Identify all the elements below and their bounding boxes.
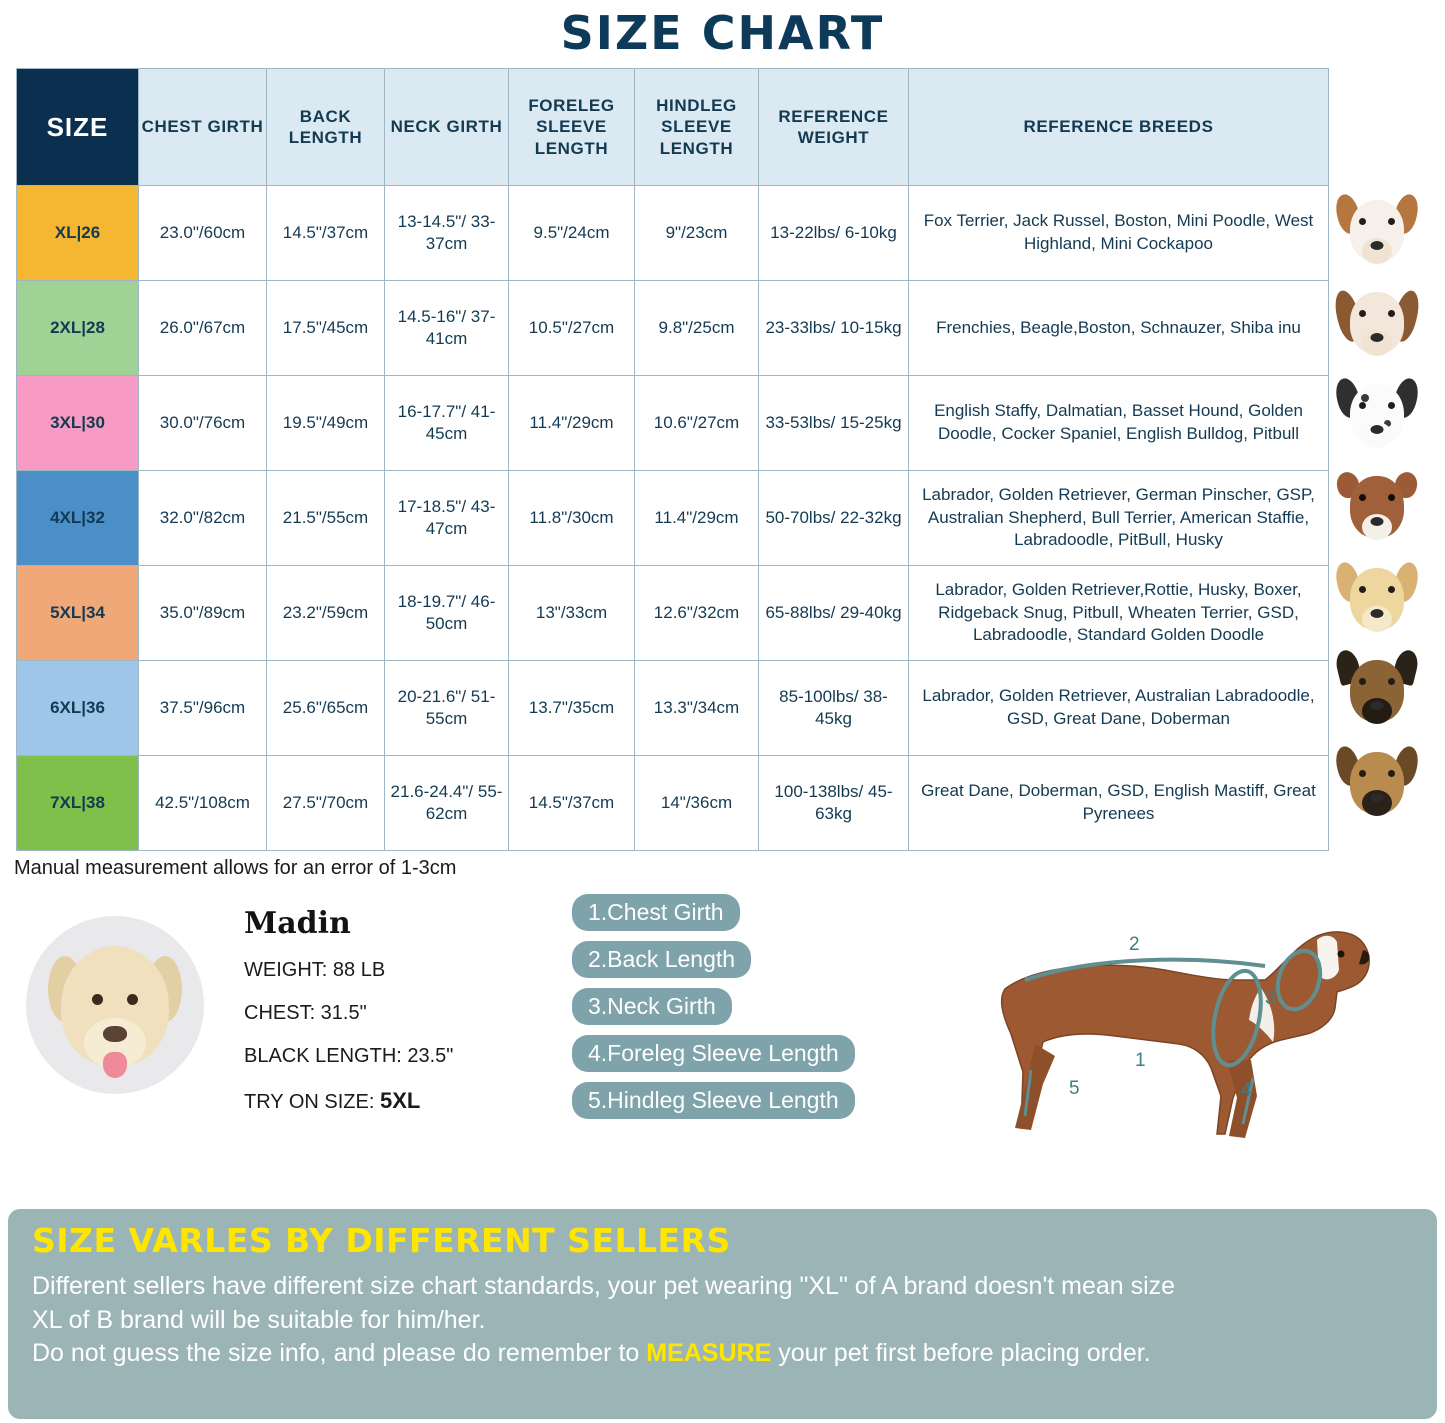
col-header-neck-girth: NECK GIRTH [385, 69, 509, 186]
cell-back: 27.5"/70cm [267, 756, 385, 851]
try-on-size: 5XL [379, 1088, 421, 1113]
cell-chest: 26.0"/67cm [139, 281, 267, 376]
col-header-reference-breeds: REFERENCE BREEDS [909, 69, 1329, 186]
table-row [17, 471, 1329, 566]
table-row [17, 281, 1329, 376]
table-body [17, 186, 1329, 851]
cell-foreleg: 11.8"/30cm [509, 471, 635, 566]
banner-line-1: Different sellers have different size chart standards, your pet wearing "XL" of A brand doesn't mean size [32, 1272, 1176, 1300]
breed-photo-beagle [1319, 278, 1437, 366]
cell-back: 14.5"/37cm [267, 186, 385, 281]
banner-line-3-b: your pet first before placing order. [771, 1339, 1151, 1367]
cell-hindleg: 14"/36cm [635, 756, 759, 851]
cell-chest: 23.0"/60cm [139, 186, 267, 281]
cell-weight: 33-53lbs/ 15-25kg [759, 376, 909, 471]
cell-size: 7XL|38 [17, 756, 139, 851]
size-table [16, 68, 1329, 851]
cell-breeds: Frenchies, Beagle,Boston, Schnauzer, Shiba inu [909, 281, 1329, 376]
pet-chest: CHEST: 31.5" [244, 1002, 367, 1024]
cell-chest: 37.5"/96cm [139, 661, 267, 756]
legend-item-back-length: 2.Back Length [572, 941, 751, 978]
banner-line-3 [32, 1337, 1421, 1371]
cell-neck: 17-18.5"/ 43-47cm [385, 471, 509, 566]
cell-neck: 14.5-16"/ 37-41cm [385, 281, 509, 376]
size-table-section [8, 68, 1437, 851]
cell-weight: 50-70lbs/ 22-32kg [759, 471, 909, 566]
cell-breeds: Labrador, Golden Retriever,Rottie, Husky, Boxer, Ridgeback Snug, Pitbull, Wheaten Terrier, GSD, Labradoodle, Standard Golden Doodle [909, 566, 1329, 661]
cell-back: 23.2"/59cm [267, 566, 385, 661]
table-row [17, 566, 1329, 661]
cell-weight: 100-138lbs/ 45-63kg [759, 756, 909, 851]
banner-title: SIZE VARLES BY DIFFERENT SELLERS [32, 1221, 731, 1260]
pet-try-on [244, 1088, 504, 1114]
cell-hindleg: 12.6"/32cm [635, 566, 759, 661]
table-row [17, 376, 1329, 471]
cell-neck: 16-17.7"/ 41-45cm [385, 376, 509, 471]
col-header-back-length: BACK LENGTH [267, 69, 385, 186]
cell-neck: 13-14.5"/ 33-37cm [385, 186, 509, 281]
cell-neck: 21.6-24.4"/ 55-62cm [385, 756, 509, 851]
pet-avatar [26, 916, 204, 1094]
cell-chest: 42.5"/108cm [139, 756, 267, 851]
col-header-reference-weight: REFERENCE WEIGHT [759, 69, 909, 186]
diagram-marker-5: 5 [1069, 1078, 1080, 1099]
cell-hindleg: 11.4"/29cm [635, 471, 759, 566]
breed-photo-dalmatian [1319, 370, 1437, 458]
banner-measure-highlight: MEASURE [646, 1339, 772, 1367]
diagram-marker-3: 3 [1265, 988, 1276, 1009]
cell-neck: 18-19.7"/ 46-50cm [385, 566, 509, 661]
banner-line-2: XL of B brand will be suitable for him/her. [32, 1305, 486, 1334]
measurement-note: Manual measurement allows for an error of 1-3cm [14, 857, 457, 879]
middle-section [0, 884, 1445, 1184]
dog-diagram-svg [965, 884, 1435, 1184]
page-title: SIZE CHART [560, 6, 885, 60]
cell-foreleg: 13"/33cm [509, 566, 635, 661]
cell-back: 25.6"/65cm [267, 661, 385, 756]
cell-hindleg: 10.6"/27cm [635, 376, 759, 471]
cell-weight: 13-22lbs/ 6-10kg [759, 186, 909, 281]
cell-chest: 30.0"/76cm [139, 376, 267, 471]
cell-foreleg: 10.5"/27cm [509, 281, 635, 376]
table-row [17, 186, 1329, 281]
breed-photo-jack-russell-terrier [1319, 186, 1437, 274]
col-header-hindleg-sleeve-length: HINDLEG SLEEVE LENGTH [635, 69, 759, 186]
table-header [17, 69, 1329, 186]
col-header-chest-girth: CHEST GIRTH [139, 69, 267, 186]
banner-line-3-a: Do not guess the size info, and please do remember to [32, 1339, 647, 1367]
breed-photo-column [1319, 186, 1437, 830]
cell-size: 6XL|36 [17, 661, 139, 756]
cell-weight: 23-33lbs/ 10-15kg [759, 281, 909, 376]
diagram-marker-4: 4 [1241, 1080, 1252, 1101]
legend-item-neck-girth: 3.Neck Girth [572, 988, 732, 1025]
try-on-label: TRY ON SIZE: [244, 1091, 375, 1113]
cell-back: 19.5"/49cm [267, 376, 385, 471]
cell-chest: 35.0"/89cm [139, 566, 267, 661]
seller-size-warning-banner [8, 1209, 1437, 1419]
legend-item-chest-girth: 1.Chest Girth [572, 894, 740, 931]
pet-name: Madin [244, 906, 351, 941]
cell-hindleg: 9"/23cm [635, 186, 759, 281]
cell-size: 4XL|32 [17, 471, 139, 566]
cell-size: 5XL|34 [17, 566, 139, 661]
cell-neck: 20-21.6"/ 51-55cm [385, 661, 509, 756]
cell-size: XL|26 [17, 186, 139, 281]
cell-foreleg: 9.5"/24cm [509, 186, 635, 281]
breed-photo-german-shepherd [1319, 646, 1437, 734]
cell-weight: 65-88lbs/ 29-40kg [759, 566, 909, 661]
cell-breeds: Great Dane, Doberman, GSD, English Mastiff, Great Pyrenees [909, 756, 1329, 851]
cell-back: 21.5"/55cm [267, 471, 385, 566]
breed-photo-golden-retriever [1319, 554, 1437, 642]
cell-foreleg: 13.7"/35cm [509, 661, 635, 756]
cell-back: 17.5"/45cm [267, 281, 385, 376]
cell-breeds: Fox Terrier, Jack Russel, Boston, Mini Poodle, West Highland, Mini Cockapoo [909, 186, 1329, 281]
cell-breeds: Labrador, Golden Retriever, German Pinscher, GSP, Australian Shepherd, Bull Terrier, American Staffie, Labradoodle, PitBull, Husky [909, 471, 1329, 566]
breed-photo-american-staffy [1319, 462, 1437, 550]
cell-size: 3XL|30 [17, 376, 139, 471]
diagram-marker-2: 2 [1129, 934, 1140, 955]
pet-weight: WEIGHT: 88 LB [244, 959, 386, 981]
cell-foreleg: 14.5"/37cm [509, 756, 635, 851]
legend-item-foreleg-sleeve-length: 4.Foreleg Sleeve Length [572, 1035, 855, 1072]
col-header-size: SIZE [17, 69, 139, 186]
measurement-legend [572, 894, 952, 1129]
dog-measurement-diagram [965, 884, 1435, 1184]
cell-hindleg: 13.3"/34cm [635, 661, 759, 756]
cell-breeds: Labrador, Golden Retriever, Australian Labradoodle, GSD, Great Dane, Doberman [909, 661, 1329, 756]
cell-breeds: English Staffy, Dalmatian, Basset Hound, Golden Doodle, Cocker Spaniel, English Bulldog, Pitbull [909, 376, 1329, 471]
cell-size: 2XL|28 [17, 281, 139, 376]
pet-info [244, 906, 504, 1134]
cell-chest: 32.0"/82cm [139, 471, 267, 566]
pet-back-length: BLACK LENGTH: 23.5" [244, 1045, 454, 1067]
table-row [17, 661, 1329, 756]
cell-weight: 85-100lbs/ 38-45kg [759, 661, 909, 756]
breed-photo-great-dane [1319, 738, 1437, 826]
cell-hindleg: 9.8"/25cm [635, 281, 759, 376]
legend-item-hindleg-sleeve-length: 5.Hindleg Sleeve Length [572, 1082, 855, 1119]
col-header-foreleg-sleeve-length: FORELEG SLEEVE LENGTH [509, 69, 635, 186]
cell-foreleg: 11.4"/29cm [509, 376, 635, 471]
table-row [17, 756, 1329, 851]
diagram-marker-1: 1 [1135, 1050, 1146, 1071]
